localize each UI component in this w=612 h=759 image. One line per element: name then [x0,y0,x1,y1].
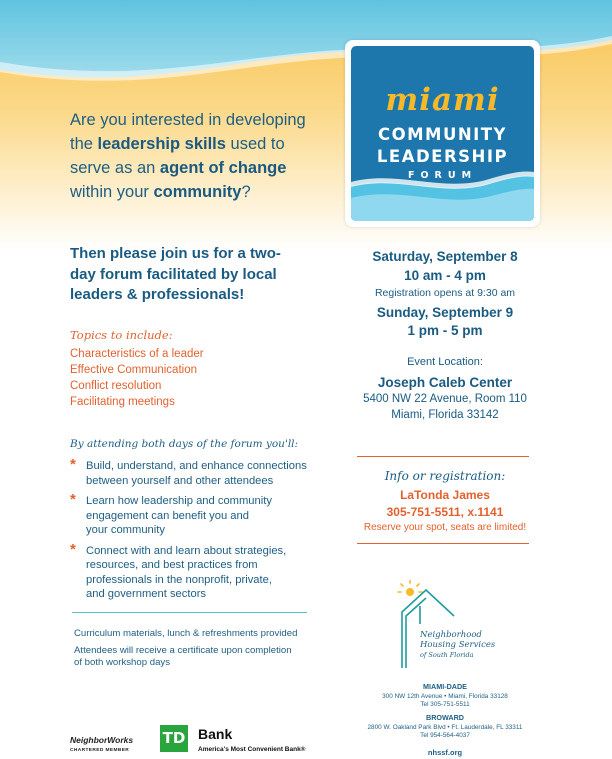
location-label: Event Location: [407,356,483,368]
intro-text: ? [241,183,251,201]
benefit-line: your community [86,524,165,536]
intro-emphasis: leadership skills [97,135,226,153]
contact-phone: 305-751-5511, x.1141 [386,505,504,519]
benefit-line: professionals in the nonprofit, private, [86,573,272,586]
benefit-item [70,491,320,538]
benefits-heading: By attending both days of the forum you'll: [70,438,299,450]
office-phone: Tel 954-564-4037 [420,732,470,740]
office-address: 2800 W. Oakland Park Blvd • Ft. Lauderdale, FL 33311 [367,723,523,731]
day1-date: Saturday, September 8 [372,249,518,264]
topic-item: Characteristics of a leader [70,348,204,360]
intro-question [70,108,335,204]
forum-logo [345,40,540,227]
divider [357,543,529,544]
benefit-line: Build, understand, and enhance connections [86,460,307,472]
venue-city: Miami, Florida 33142 [391,409,499,421]
day2-time: 1 pm - 5 pm [407,323,483,338]
asterisk-icon: * [70,456,76,473]
benefit-item [70,540,320,602]
reserve-note: Reserve your spot, seats are limited! [363,522,527,533]
office-name: BROWARD [426,713,464,722]
logo-community: COMMUNITY [377,125,508,144]
join-line: Then please join us for a two- [70,245,281,262]
intro-text: serve as an [70,159,160,177]
neighborworks-logo: NeighborWorks [70,735,134,745]
join-line: leaders & professionals! [70,286,245,303]
office-name: MIAMI-DADE [423,682,467,691]
benefit-line: Learn how leadership and community [86,495,272,507]
certificate-line: of both workshop days [74,657,170,668]
intro-line-1: Are you interested in developing [70,111,306,129]
topics-list [70,346,204,410]
intro-emphasis: agent of change [159,159,287,177]
day2-date: Sunday, September 9 [376,305,514,320]
topic-item: Conflict resolution [70,380,162,392]
intro-text: used to [225,135,285,153]
org-name [420,630,495,660]
org-name-line: Neighborhood [420,630,482,640]
td-bank-tagline: America's Most Convenient Bank® [198,746,306,753]
intro-text: within your [70,183,154,201]
topics-heading: Topics to include: [70,328,173,342]
join-invitation [70,244,335,306]
benefit-line: Connect with and learn about strategies, [86,544,287,557]
neighborworks-subtitle: CHARTERED MEMBER [70,748,130,753]
certificate-note [74,645,324,669]
office-broward [345,714,545,741]
benefit-line: engagement can benefit you and [86,509,249,522]
office-phone: Tel 305-751-5511 [420,701,470,709]
benefit-line: and government sectors [86,588,207,600]
intro-emphasis: community [153,183,242,201]
logo-forum: FORUM [407,170,478,181]
divider [72,612,307,613]
benefit-line: resources, and best practices from [86,559,258,571]
asterisk-icon: * [70,491,76,508]
topic-item: Facilitating meetings [70,396,175,408]
registration-time: Registration opens at 9:30 am [374,287,516,299]
forum-logo-panel [351,46,534,221]
divider [357,456,529,457]
benefit-item [70,456,320,488]
logo-leadership: LEADERSHIP [376,147,509,166]
sun-icon [398,581,422,597]
topic-item: Effective Communication [70,364,197,376]
certificate-line: Attendees will receive a certificate upon completion [74,645,292,656]
venue-name: Joseph Caleb Center [377,375,513,390]
intro-text: the [70,135,98,153]
org-name-line: Housing Services [420,640,496,650]
org-name-line: of South Florida [420,651,474,659]
asterisk-icon: * [70,540,76,558]
office-address: 300 NW 12th Avenue • Miami, Florida 33128 [382,692,508,700]
contact-name: LaTonda James [400,488,490,502]
venue-street: 5400 NW 22 Avenue, Room 110 [363,393,527,405]
join-line: day forum facilitated by local [70,265,277,283]
logo-miami: miami [385,82,500,118]
day1-time: 10 am - 4 pm [404,268,486,283]
td-bank-logo: TD [160,725,188,752]
td-bank-name: Bank [198,726,233,742]
benefit-line: between yourself and other attendees [86,474,274,487]
office-miami-dade [345,683,545,710]
provisions-note: Curriculum materials, lunch & refreshments provided [74,628,298,639]
benefits-list [70,456,320,608]
org-website: nhssf.org [427,748,463,757]
contact-heading: Info or registration: [384,469,506,483]
